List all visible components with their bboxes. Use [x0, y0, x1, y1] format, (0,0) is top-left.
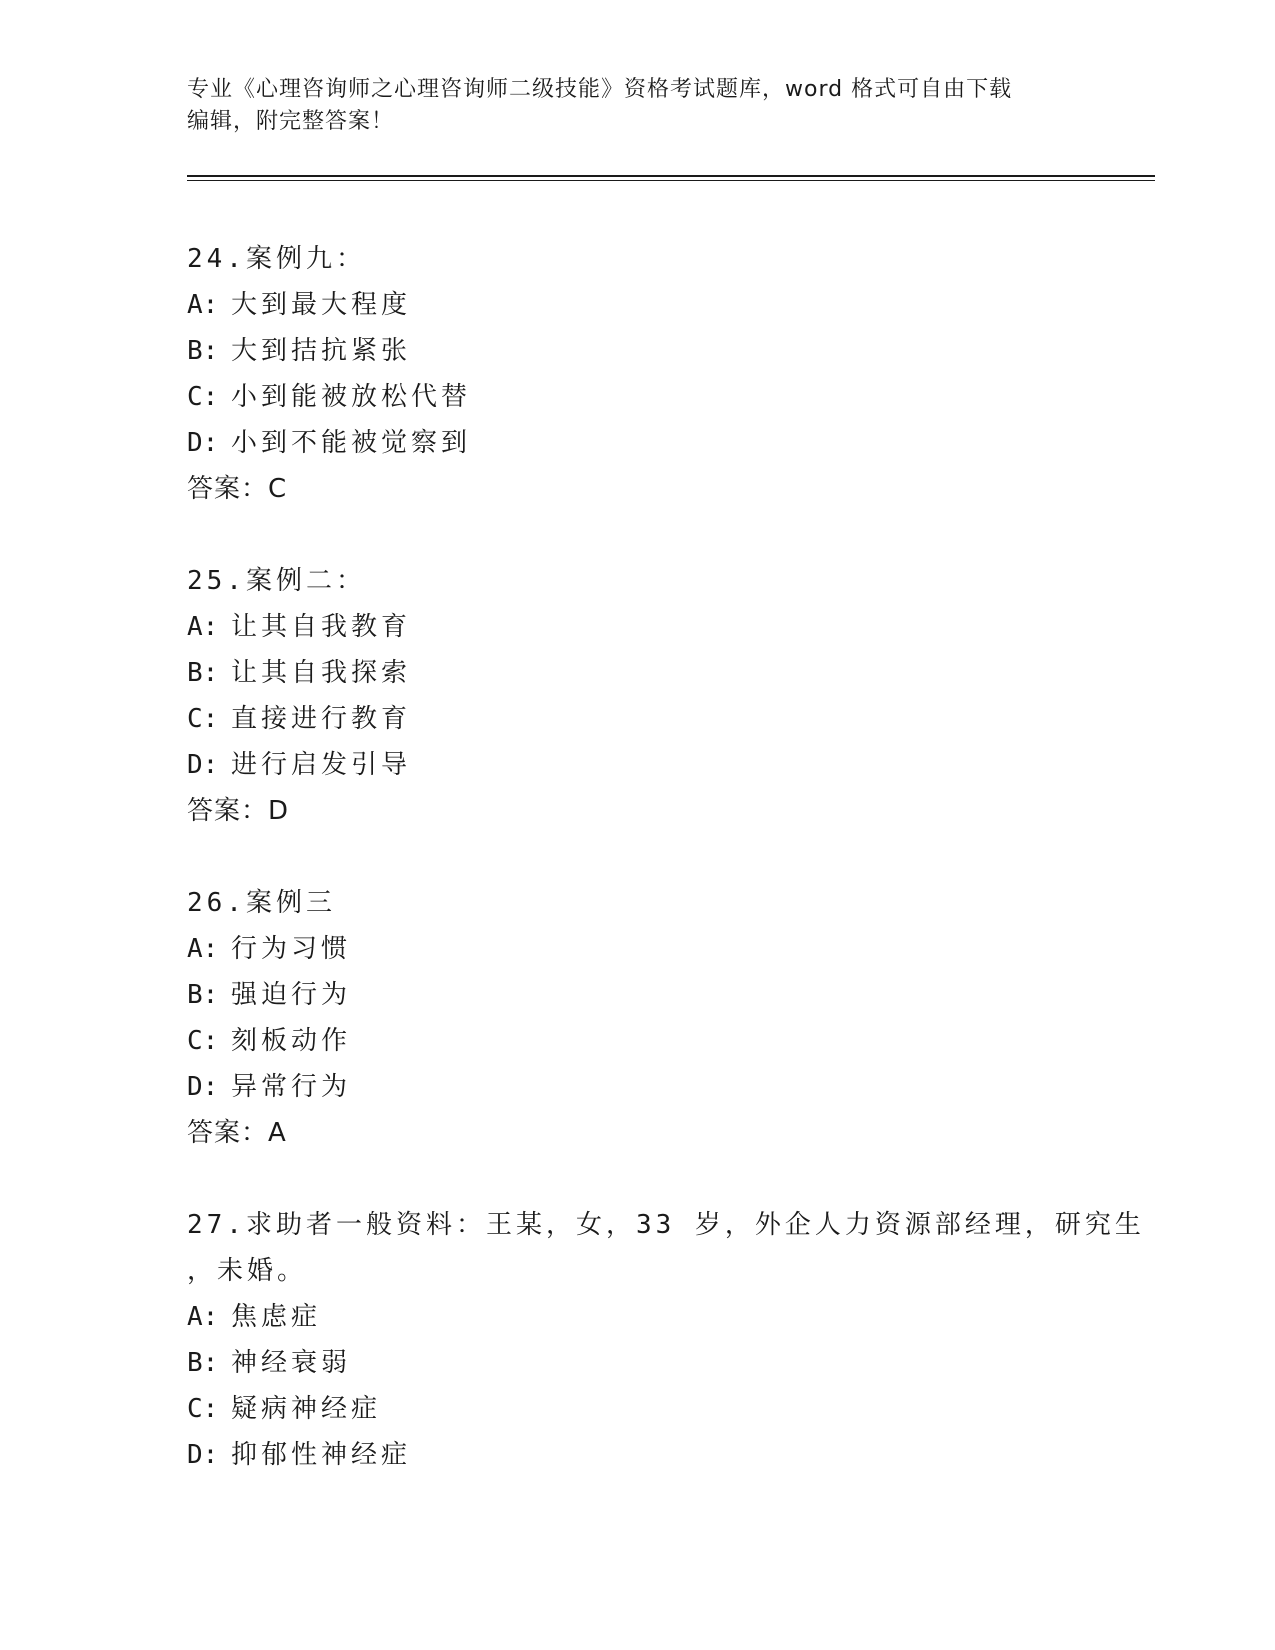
option-a: [187, 926, 1087, 972]
option-text: 异常行为: [231, 1072, 352, 1102]
option-key: D:: [187, 1072, 219, 1102]
option-key: C:: [187, 704, 219, 734]
option-c: [187, 1018, 1087, 1064]
option-key: D:: [187, 750, 219, 780]
question-title-continued: ，未婚。: [187, 1256, 308, 1286]
option-key: C:: [187, 1394, 219, 1424]
option-key: B:: [187, 658, 219, 688]
question-26: [187, 880, 1087, 1156]
option-text: 抑郁性神经症: [231, 1440, 412, 1470]
question-24: [187, 236, 1087, 512]
option-text: 让其自我教育: [231, 612, 412, 642]
option-key: C:: [187, 1026, 219, 1056]
option-text: 大到拮抗紧张: [231, 336, 412, 366]
option-a: [187, 1294, 1087, 1340]
option-text: 小到不能被觉察到: [231, 428, 472, 458]
option-text: 神经衰弱: [231, 1348, 352, 1378]
option-text: 小到能被放松代替: [231, 382, 472, 412]
option-key: D:: [187, 1440, 219, 1470]
option-a: [187, 282, 1087, 328]
option-text: 大到最大程度: [231, 290, 412, 320]
option-c: [187, 696, 1087, 742]
option-text: 直接进行教育: [231, 704, 412, 734]
option-text: 让其自我探索: [231, 658, 412, 688]
option-key: A:: [187, 1302, 219, 1332]
option-key: B:: [187, 1348, 219, 1378]
header-rule-thin: [187, 180, 1155, 181]
header-line-2: 编辑，附完整答案！: [187, 109, 395, 134]
option-text: 刻板动作: [231, 1026, 352, 1056]
question-title: 25.案例二：: [187, 566, 366, 596]
option-a: [187, 604, 1087, 650]
question-list: [187, 236, 1145, 1524]
question-title: 24.案例九：: [187, 244, 366, 274]
option-key: B:: [187, 336, 219, 366]
answer: 答案：A: [187, 1118, 287, 1148]
document-header: [187, 74, 1067, 138]
option-b: [187, 650, 1087, 696]
question-27: [187, 1202, 1145, 1478]
option-b: [187, 1340, 1087, 1386]
option-text: 行为习惯: [231, 934, 352, 964]
question-title: 26.案例三: [187, 888, 336, 918]
option-key: A:: [187, 612, 219, 642]
option-text: 强迫行为: [231, 980, 352, 1010]
option-c: [187, 1386, 1087, 1432]
header-rule-thick: [187, 175, 1155, 177]
option-d: [187, 1064, 1087, 1110]
answer: 答案：D: [187, 796, 290, 826]
option-key: B:: [187, 980, 219, 1010]
option-b: [187, 972, 1087, 1018]
option-key: C:: [187, 382, 219, 412]
option-d: [187, 420, 1087, 466]
option-key: A:: [187, 934, 219, 964]
answer: 答案：C: [187, 474, 288, 504]
option-key: D:: [187, 428, 219, 458]
option-key: A:: [187, 290, 219, 320]
option-text: 疑病神经症: [231, 1394, 382, 1424]
header-line-1: 专业《心理咨询师之心理咨询师二级技能》资格考试题库，word 格式可自由下载: [187, 77, 1013, 102]
option-text: 焦虑症: [231, 1302, 322, 1332]
option-d: [187, 742, 1087, 788]
option-d: [187, 1432, 1087, 1478]
option-b: [187, 328, 1087, 374]
option-text: 进行启发引导: [231, 750, 412, 780]
question-25: [187, 558, 1087, 834]
option-c: [187, 374, 1087, 420]
question-title: 27.求助者一般资料：王某，女，33 岁，外企人力资源部经理，研究生: [187, 1210, 1145, 1240]
